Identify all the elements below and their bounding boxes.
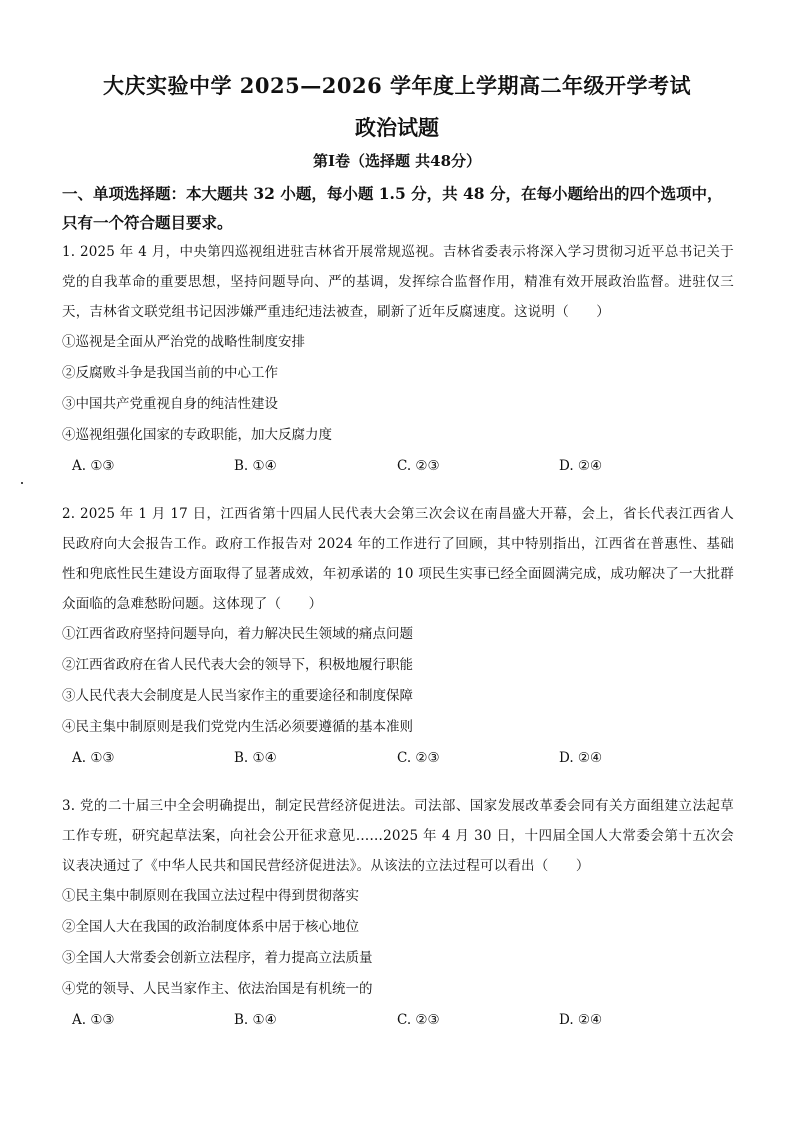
question-stem: 3. 党的二十届三中全会明确提出，制定民营经济促进法。司法部、国家发展改革委会同有关方面组建立法起草工作专班，研究起草法案，向社会公开征求意见……2025 年 4 月 30 日，十四届全国人大常委会第十五次会议表决通过了《中华人民共和国民营经济促进法》。从该法的立法过程可以看出（ ） [62, 798, 734, 874]
question-1 [62, 237, 734, 482]
statement-option: ②江西省政府在省人民代表大会的领导下，积极地履行职能 [62, 657, 413, 673]
choice-b: B. ①④ [234, 1012, 277, 1028]
statement-option: ③中国共产党重视自身的纯洁性建设 [62, 396, 278, 412]
statement-option: ②反腐败斗争是我国当前的中心工作 [62, 365, 278, 381]
choice-c: C. ②③ [397, 750, 440, 766]
question-2 [62, 499, 734, 774]
exam-title: 大庆实验中学 2025—2026 学年度上学期高二年级开学考试 [102, 73, 691, 98]
question-stem: 2. 2025 年 1 月 17 日，江西省第十四届人民代表大会第三次会议在南昌盛大开幕，会上，省长代表江西省人民政府向大会报告工作。政府工作报告对 2024 年的工作进行了回顾，其中特别指出，江西省在普惠性、基础性和兜底性民生建设方面取得了显著成效，年初承诺的 10 项民生实事已经全面圆满完成，成功解决了一大批群众面临的急难愁盼问题。这体现了（ ） [62, 506, 734, 612]
subject-title: 政治试题 [355, 115, 439, 140]
answer-choices [62, 451, 734, 482]
stray-dot [21, 482, 23, 484]
choice-a: A. ①③ [72, 1012, 115, 1028]
statement-option: ①民主集中制原则在我国立法过程中得到贯彻落实 [62, 888, 359, 904]
answer-choices [62, 1005, 734, 1036]
question-stem: 1. 2025 年 4 月，中央第四巡视组进驻吉林省开展常规巡视。吉林省委表示将深入学习贯彻习近平总书记关于党的自我革命的重要思想，坚持问题导向、严的基调，发挥综合监督作用，精准有效开展政治监督。进驻仅三天，吉林省文联党组书记因涉嫌严重违纪违法被查，刷新了近年反腐速度。这说明（ ） [62, 244, 734, 320]
instructions: 一、单项选择题：本大题共 32 小题，每小题 1.5 分，共 48 分，在每小题给出的四个选项中，只有一个符合题目要求。 [62, 184, 723, 232]
section-heading: 第Ⅰ卷（选择题 共48分） [312, 152, 482, 170]
statement-option: ③人民代表大会制度是人民当家作主的重要途径和制度保障 [62, 688, 413, 704]
answer-choices [62, 743, 734, 774]
statement-option: ①巡视是全面从严治党的战略性制度安排 [62, 334, 305, 350]
question-3 [62, 791, 734, 1036]
statement-option: ④巡视组强化国家的专政职能，加大反腐力度 [62, 427, 332, 443]
choice-a: A. ①③ [72, 458, 115, 474]
choice-d: D. ②④ [559, 750, 603, 766]
choice-c: C. ②③ [397, 1012, 440, 1028]
choice-b: B. ①④ [234, 750, 277, 766]
statement-option: ③全国人大常委会创新立法程序，着力提高立法质量 [62, 950, 373, 966]
choice-c: C. ②③ [397, 458, 440, 474]
statement-option: ④民主集中制原则是我们党党内生活必须要遵循的基本准则 [62, 719, 413, 735]
statement-option: ④党的领导、人民当家作主、依法治国是有机统一的 [62, 981, 373, 997]
choice-a: A. ①③ [72, 750, 115, 766]
statement-option: ①江西省政府坚持问题导向，着力解决民生领域的痛点问题 [62, 626, 413, 642]
choice-d: D. ②④ [559, 1012, 603, 1028]
statement-option: ②全国人大在我国的政治制度体系中居于核心地位 [62, 919, 359, 935]
choice-d: D. ②④ [559, 458, 603, 474]
choice-b: B. ①④ [234, 458, 277, 474]
